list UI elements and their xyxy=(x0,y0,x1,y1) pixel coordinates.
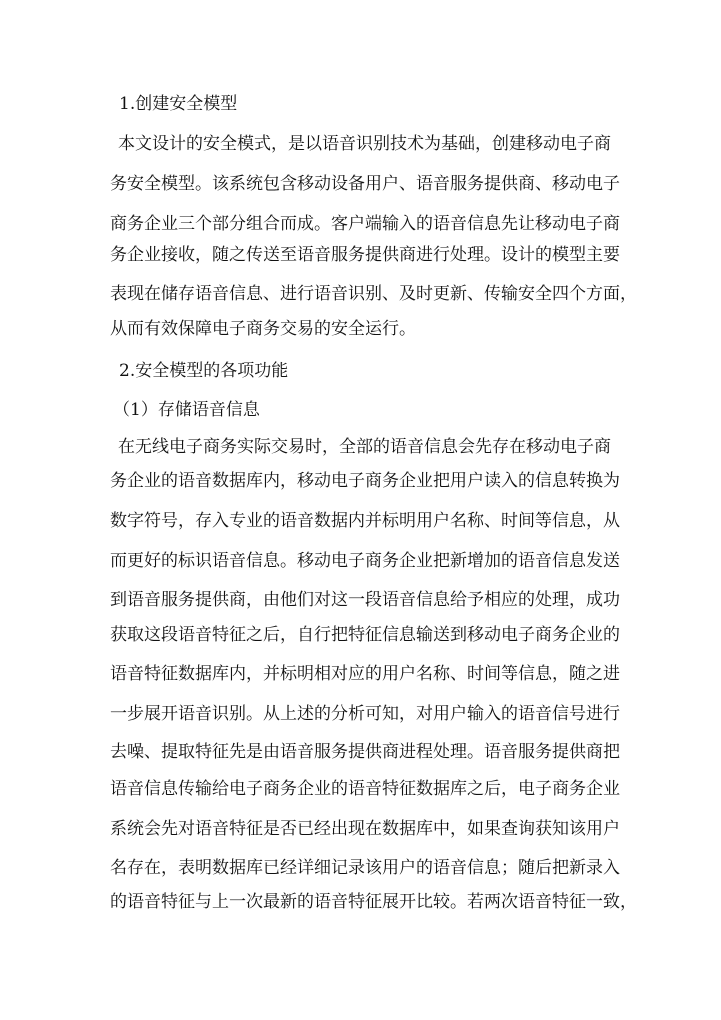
subsection-heading-1: （1）存储语音信息 xyxy=(113,400,260,420)
paragraph-line: 务安全模型。该系统包含移动设备用户、语音服务提供商、移动电子 xyxy=(110,174,620,194)
paragraph-line: 到语音服务提供商，由他们对这一段语音信息给予相应的处理，成功 xyxy=(110,590,620,610)
paragraph-line: 系统会先对语音特征是否已经出现在数据库中，如果查询获知该用户 xyxy=(110,819,620,839)
paragraph-line: 一步展开语音识别。从上述的分析可知，对用户输入的语音信号进行 xyxy=(110,704,620,724)
paragraph-line: 从而有效保障电子商务交易的安全运行。 xyxy=(110,319,416,339)
paragraph-line: 在无线电子商务实际交易时，全部的语音信息会先存在移动电子商 xyxy=(118,437,611,457)
paragraph-line: 务企业的语音数据库内，移动电子商务企业把用户读入的信息转换为 xyxy=(110,471,620,491)
paragraph-line: 获取这段语音特征之后，自行把特征信息输送到移动电子商务企业的 xyxy=(110,625,620,645)
paragraph-line: 商务企业三个部分组合而成。客户端输入的语音信息先让移动电子商 xyxy=(110,214,620,234)
paragraph-line: 而更好的标识语音信息。移动电子商务企业把新增加的语音信息发送 xyxy=(110,551,620,571)
section-heading-1: 1.创建安全模型 xyxy=(119,94,238,114)
paragraph-line: 本文设计的安全模式，是以语音识别技术为基础，创建移动电子商 xyxy=(118,134,611,154)
paragraph-line: 语音信息传输给电子商务企业的语音特征数据库之后，电子商务企业 xyxy=(110,779,620,799)
paragraph-line: 名存在，表明数据库已经详细记录该用户的语音信息；随后把新录入 xyxy=(110,858,620,878)
paragraph-line: 务企业接收，随之传送至语音服务提供商进行处理。设计的模型主要 xyxy=(110,245,620,265)
section-heading-2: 2.安全模型的各项功能 xyxy=(119,361,289,381)
paragraph-line: 的语音特征与上一次最新的语音特征展开比较。若两次语音特征一致， xyxy=(110,892,637,912)
paragraph-line: 去噪、提取特征先是由语音服务提供商进程处理。语音服务提供商把 xyxy=(110,742,620,762)
paragraph-line: 表现在储存语音信息、进行语音识别、及时更新、传输安全四个方面， xyxy=(110,284,637,304)
paragraph-line: 语音特征数据库内，并标明相对应的用户名称、时间等信息，随之进 xyxy=(110,664,620,684)
paragraph-line: 数字符号，存入专业的语音数据内并标明用户名称、时间等信息，从 xyxy=(110,511,620,531)
